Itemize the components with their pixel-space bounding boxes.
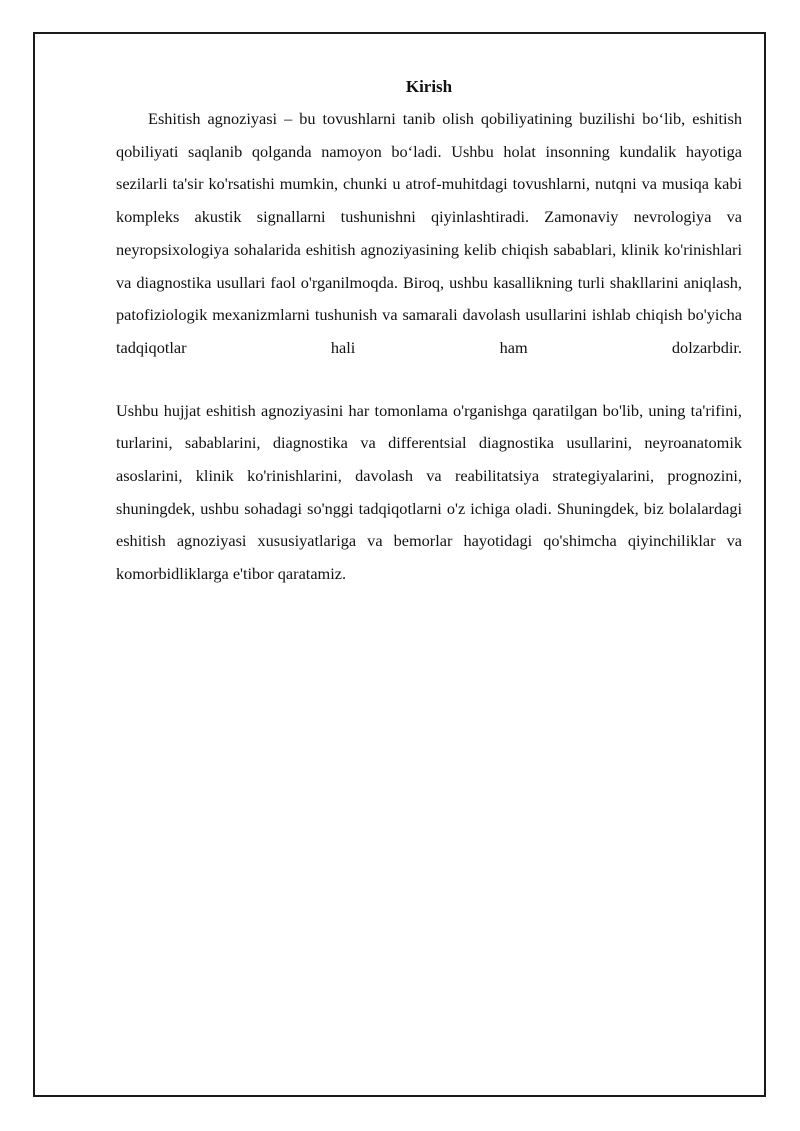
document-title: Kirish xyxy=(405,77,453,96)
scope-paragraph: Ushbu hujjat eshitish agnoziyasini har tomonlama o'rganishga qaratilgan bo'lib, uning ta'rifini, turlarini, sabablarini, diagnostika va differentsial diagnostika usullarini, neyroanatomik asoslarini, klinik ko'rinishlarini, davolash va reabilitatsiya strategiyalarini, prognozini, shuningdek, ushbu sohadagi so'nggi tadqiqotlarni o'z ichiga oladi. Shuningdek, biz bolalardagi eshitish agnoziyasi xususiyatlariga va bemorlar hayotidagi qo'shimcha qiyinchiliklar va komorbidliklarga e'tibor qaratamiz. xyxy=(116,400,742,584)
intro-paragraph: Eshitish agnoziyasi – bu tovushlarni tanib olish qobiliyatining buzilishi bo‘lib, eshitish qobiliyati saqlanib qolganda namoyon bo‘ladi. Ushbu holat insonning kundalik hayotiga sezilarli ta'sir ko'rsatishi mumkin, chunki u atrof-muhitdagi tovushlarni, nutqni va musiqa kabi kompleks akustik signallarni tushunishni qiyinlashtiradi. Zamonaviy nevrologiya va neyropsixologiya sohalarida eshitish agnoziyasining kelib chiqish sabablari, klinik ko'rinishlari va diagnostika usullari faol o'rganilmoqda. Biroq, ushbu kasallikning turli shakllarini aniqlash, patofiziologik mexanizmlarni tushunish va samarali davolash usullarini ishlab chiqish bo'yicha tadqiqotlar hali ham dolzarbdir. xyxy=(116,109,742,357)
document-body xyxy=(116,74,742,591)
